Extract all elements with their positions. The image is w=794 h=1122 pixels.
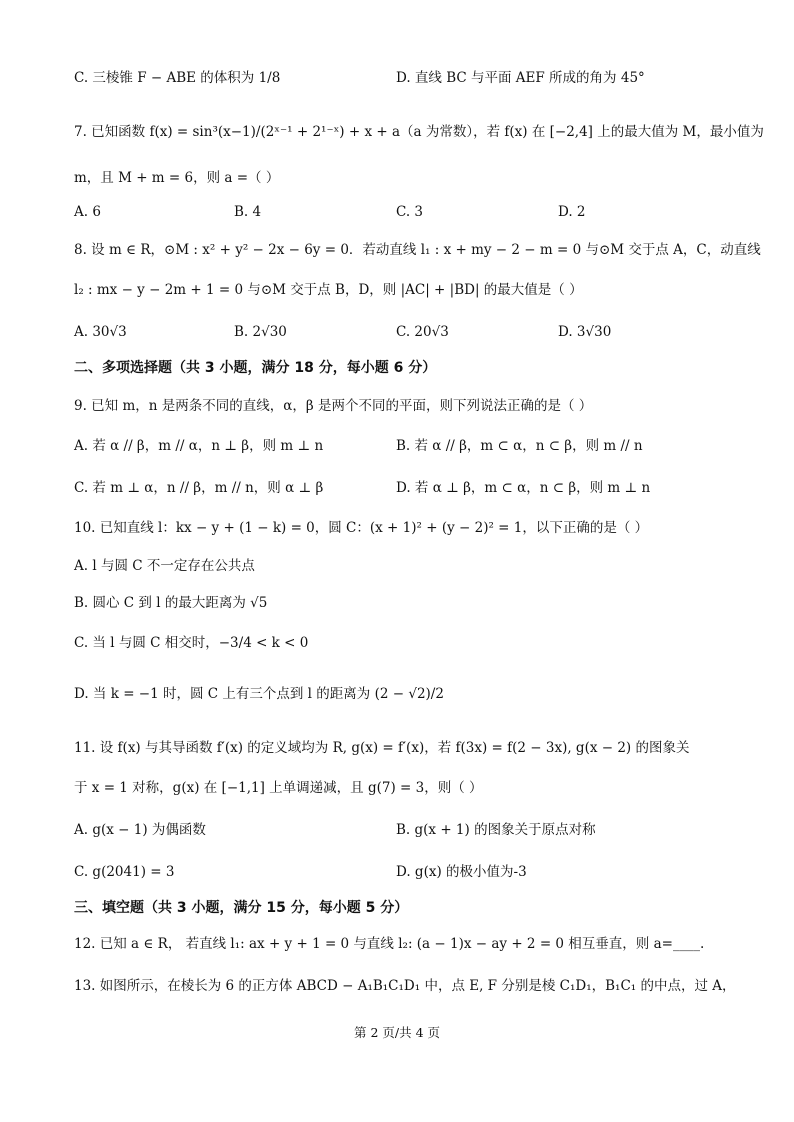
question-8-line-1: 8. 设 m ∈ R，⊙M : x² + y² − 2x − 6y = 0．若动直线 l₁ : x + my − 2 − m = 0 与⊙M 交于点 A，C，动直线 [74, 242, 761, 258]
option-11b: B. g(x + 1) 的图象关于原点对称 [396, 822, 596, 838]
option-10b: B. 圆心 C 到 l 的最大距离为 √5 [74, 595, 268, 611]
option-11d: D. g(x) 的极小值为-3 [396, 864, 527, 880]
option-11c: C. g(2041) = 3 [74, 864, 175, 880]
option-7d: D. 2 [558, 204, 586, 220]
option-8c: C. 20√3 [396, 324, 449, 340]
page-footer: 第 2 页/共 4 页 [353, 1025, 440, 1040]
option-8a: A. 30√3 [74, 324, 127, 340]
question-8-line-2: l₂ : mx − y − 2m + 1 = 0 与⊙M 交于点 B，D，则 |AC| + |BD| 的最大值是（ ） [74, 282, 583, 298]
option-7c: C. 3 [396, 204, 424, 220]
question-7-line-1: 7. 已知函数 f(x) = sin³(x−1)/(2ˣ⁻¹ + 2¹⁻ˣ) + x + a（a 为常数），若 f(x) 在 [−2,4] 上的最大值为 M，最小值为 [74, 124, 764, 140]
question-13: 13. 如图所示，在棱长为 6 的正方体 ABCD − A₁B₁C₁D₁ 中，点 E, F 分别是棱 C₁D₁，B₁C₁ 的中点，过 A， [74, 978, 736, 994]
option-9d: D. 若 α ⊥ β，m ⊂ α，n ⊂ β，则 m ⊥ n [396, 480, 651, 496]
question-9: 9. 已知 m，n 是两条不同的直线，α，β 是两个不同的平面，则下列说法正确的是（ ） [74, 398, 593, 414]
option-8b: B. 2√30 [234, 324, 287, 340]
option-10c: C. 当 l 与圆 C 相交时，−3/4 < k < 0 [74, 635, 309, 651]
option-6d: D. 直线 BC 与平面 AEF 所成的角为 45° [396, 70, 645, 86]
option-9a: A. 若 α // β，m // α，n ⊥ β，则 m ⊥ n [74, 438, 324, 454]
question-10: 10. 已知直线 l：kx − y + (1 − k) = 0，圆 C：(x + 1)² + (y − 2)² = 1，以下正确的是（ ） [74, 520, 649, 536]
section-3-heading: 三、填空题（共 3 小题，满分 15 分，每小题 5 分） [74, 900, 409, 916]
question-12: 12. 已知 a ∈ R， 若直线 l₁: ax + y + 1 = 0 与直线 l₂: (a − 1)x − ay + 2 = 0 相互垂直，则 a=____. [74, 936, 705, 952]
option-10a: A. l 与圆 C 不一定存在公共点 [74, 558, 255, 574]
question-7-line-2: m，且 M + m = 6，则 a =（ ） [74, 170, 280, 186]
section-2-heading: 二、多项选择题（共 3 小题，满分 18 分，每小题 6 分） [74, 360, 437, 376]
option-11a: A. g(x − 1) 为偶函数 [74, 822, 206, 838]
option-8d: D. 3√30 [558, 324, 612, 340]
option-6c: C. 三棱锥 F − ABE 的体积为 1/8 [74, 70, 281, 86]
option-9c: C. 若 m ⊥ α，n // β，m // n，则 α ⊥ β [74, 480, 324, 496]
option-10d: D. 当 k = −1 时，圆 C 上有三个点到 l 的距离为 (2 − √2)/2 [74, 686, 444, 702]
option-7b: B. 4 [234, 204, 262, 220]
option-7a: A. 6 [74, 204, 101, 220]
question-11-line-2: 于 x = 1 对称，g(x) 在 [−1,1] 上单调递减，且 g(7) = 3，则（ ） [74, 780, 483, 796]
option-9b: B. 若 α // β，m ⊂ α，n ⊂ β，则 m // n [396, 438, 643, 454]
question-11-line-1: 11. 设 f(x) 与其导函数 f′(x) 的定义域均为 R, g(x) = f′(x)，若 f(3x) = f(2 − 3x), g(x − 2) 的图象关 [74, 740, 690, 756]
